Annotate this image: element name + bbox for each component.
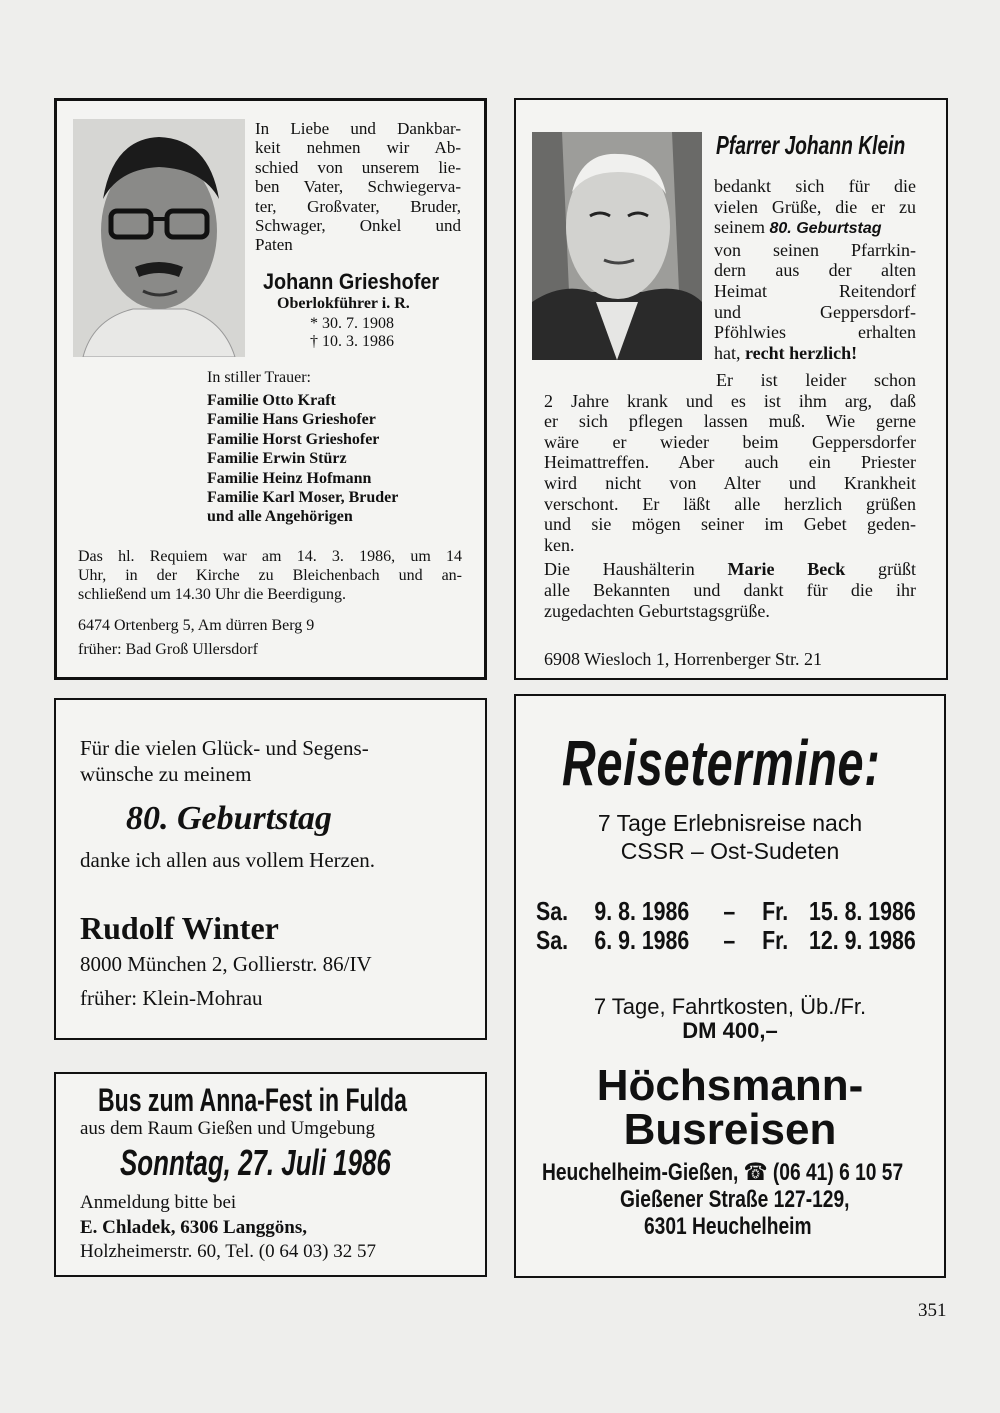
- obituary-intro-line: Schwager, Onkel und: [255, 216, 461, 236]
- obituary-intro-line: ter, Großvater, Bruder,: [255, 196, 461, 216]
- mourner-family: Familie Hans Grieshofer: [207, 411, 376, 429]
- bus-contact-address: Holzheimerstr. 60, Tel. (0 64 03) 32 57: [80, 1241, 376, 1262]
- company-name-line-1: Höchsmann-: [596, 1061, 864, 1110]
- company-name-line-2: Busreisen: [623, 1105, 837, 1154]
- housekeeper-name: Marie Beck: [727, 559, 846, 580]
- date-day-start: Sa.: [536, 925, 569, 955]
- bus-contact: E. Chladek, 6306 Langgöns,: [80, 1217, 308, 1238]
- pastor-body-line: und sie mögen seiner im Gebet geden-: [544, 514, 916, 535]
- pastor-text-line: Pföhlwies erhalten: [714, 322, 916, 343]
- pastor-body-line: ken.: [544, 534, 575, 555]
- mourning-label: In stiller Trauer:: [207, 369, 311, 386]
- pastor-body-line: verschont. Er läßt alle herzlich grüßen: [544, 493, 916, 514]
- obituary-former-address: früher: Bad Groß Ullersdorf: [78, 641, 258, 658]
- requiem-line: Uhr, in der Kirche zu Bleichenbach und an-: [78, 567, 462, 584]
- company-phone: (06 41) 6 10 57: [772, 1159, 904, 1186]
- price-line: 7 Tage, Fahrtkosten, Üb./Fr.: [593, 994, 867, 1019]
- company-location: Heuchelheim-Gießen,: [542, 1159, 739, 1186]
- mourner-family: Familie Karl Moser, Bruder: [207, 489, 399, 507]
- pastor-text-line: dern aus der alten: [714, 260, 916, 281]
- requiem-line: Das hl. Requiem war am 14. 3. 1986, um 14: [78, 548, 462, 565]
- obituary-address: 6474 Ortenberg 5, Am dürren Berg 9: [78, 617, 315, 634]
- thanks-sender-former: früher: Klein-Mohrau: [80, 986, 263, 1010]
- trip-line-1: 7 Tage Erlebnisreise nach: [597, 810, 863, 836]
- pastor-body-line: er sich pflegen lassen muß. Wie gerne: [544, 411, 916, 432]
- birthday-thanks-notice: [54, 698, 487, 1040]
- mourner-family: Familie Erwin Stürz: [207, 450, 347, 468]
- birth-date: * 30. 7. 1908: [310, 315, 394, 332]
- pastor-name-heading: Pfarrer Johann Klein: [716, 130, 906, 160]
- obituary-intro-line: Paten: [255, 235, 293, 255]
- deceased-title: Oberlokführer i. R.: [277, 295, 410, 312]
- date-row: [536, 925, 930, 956]
- price: DM 400,–: [682, 1018, 778, 1043]
- company-contact-line: [542, 1158, 903, 1187]
- requiem-line: schließend um 14.30 Uhr die Beerdigung.: [78, 586, 346, 603]
- thanks-sender-address: 8000 München 2, Gollierstr. 86/IV: [80, 952, 372, 976]
- pastor-text-line: Heimat Reitendorf: [714, 280, 916, 301]
- company-city: 6301 Heuchelheim: [644, 1213, 812, 1240]
- bus-trip-notice: [54, 1072, 487, 1277]
- obituary-intro-line: keit nehmen wir Ab-: [255, 138, 461, 158]
- pastor-herzlich: recht herzlich!: [745, 342, 858, 363]
- bus-register-label: Anmeldung bitte bei: [80, 1192, 237, 1213]
- trip-line-2: CSSR – Ost-Sudeten: [620, 838, 840, 864]
- mourner-family: Familie Horst Grieshofer: [207, 430, 380, 448]
- mourner-family: Familie Otto Kraft: [207, 392, 336, 409]
- deceased-name: Johann Grieshofer: [263, 269, 440, 294]
- portrait-photo-grieshofer: [73, 119, 245, 357]
- date-day-end: Fr.: [762, 896, 789, 926]
- pastor-text-line: und Geppersdorf-: [714, 301, 916, 322]
- obituary-intro-line: schied von unserem lie-: [255, 157, 461, 177]
- phone-icon: ☎: [743, 1159, 768, 1186]
- bus-date: Sonntag, 27. Juli 1986: [120, 1142, 391, 1183]
- bus-subheading: aus dem Raum Gießen und Umgebung: [80, 1118, 375, 1139]
- mourner-family: und alle Angehörigen: [207, 508, 353, 526]
- pastor-birthday-bold: 80. Geburtstag: [769, 220, 882, 238]
- housekeeper-line: alle Bekannten und dankt für die ihr: [544, 579, 916, 600]
- obituary-notice: [54, 98, 487, 680]
- travel-heading: Reisetermine:: [562, 727, 881, 799]
- travel-dates-advert: [514, 694, 946, 1278]
- mourner-family: Familie Heinz Hofmann: [207, 469, 372, 487]
- date-start: 6. 9. 1986: [594, 925, 690, 955]
- date-row: [536, 896, 930, 927]
- pastor-body-line: wäre er wieder beim Geppersdorfer: [544, 431, 916, 452]
- pastor-text-line: vielen Grüße, die er zu: [714, 196, 916, 217]
- portrait-photo-klein: [532, 132, 702, 360]
- pastor-address: 6908 Wiesloch 1, Horrenberger Str. 21: [544, 649, 823, 669]
- date-dash: –: [723, 925, 736, 955]
- obituary-intro-line: In Liebe und Dankbar-: [255, 119, 461, 138]
- obituary-intro-line: ben Vater, Schwiegerva-: [255, 177, 461, 197]
- pastor-thanks-notice: [514, 98, 948, 680]
- pastor-body-line: Er ist leider schon: [716, 370, 916, 390]
- thanks-sender-name: Rudolf Winter: [80, 910, 279, 946]
- death-date: † 10. 3. 1986: [310, 333, 394, 350]
- company-street: Gießener Straße 127-129,: [620, 1186, 850, 1213]
- pastor-text-seinem: seinem: [714, 217, 765, 238]
- bus-heading: Bus zum Anna-Fest in Fulda: [98, 1082, 407, 1118]
- pastor-body-line: wird nicht von Alter und Krankheit: [544, 472, 916, 493]
- housekeeper-post: grüßt: [878, 559, 916, 580]
- pastor-body-line: 2 Jahre krank und es ist ihm arg, daß: [544, 390, 916, 411]
- housekeeper-pre: Die Haushälterin: [544, 559, 695, 580]
- thanks-line-1: Für die vielen Glück- und Segens-: [80, 736, 369, 760]
- pastor-body-line: Heimattreffen. Aber auch ein Priester: [544, 452, 916, 473]
- pastor-text-hat: hat,: [714, 342, 741, 363]
- housekeeper-line: zugedachten Geburtstagsgrüße.: [544, 600, 770, 621]
- date-day-end: Fr.: [762, 925, 789, 955]
- thanks-line-3: danke ich allen aus vollem Herzen.: [80, 848, 376, 872]
- page-number: 351: [918, 1300, 947, 1321]
- date-dash: –: [723, 896, 736, 926]
- date-end: 15. 8. 1986: [809, 896, 916, 926]
- pastor-text-line: bedankt sich für die: [714, 176, 916, 196]
- thanks-line-2: wünsche zu meinem: [80, 762, 252, 786]
- pastor-text-line: von seinen Pfarrkin-: [714, 239, 916, 260]
- date-day-start: Sa.: [536, 896, 569, 926]
- thanks-occasion: 80. Geburtstag: [126, 800, 332, 837]
- date-start: 9. 8. 1986: [594, 896, 690, 926]
- date-end: 12. 9. 1986: [809, 925, 916, 955]
